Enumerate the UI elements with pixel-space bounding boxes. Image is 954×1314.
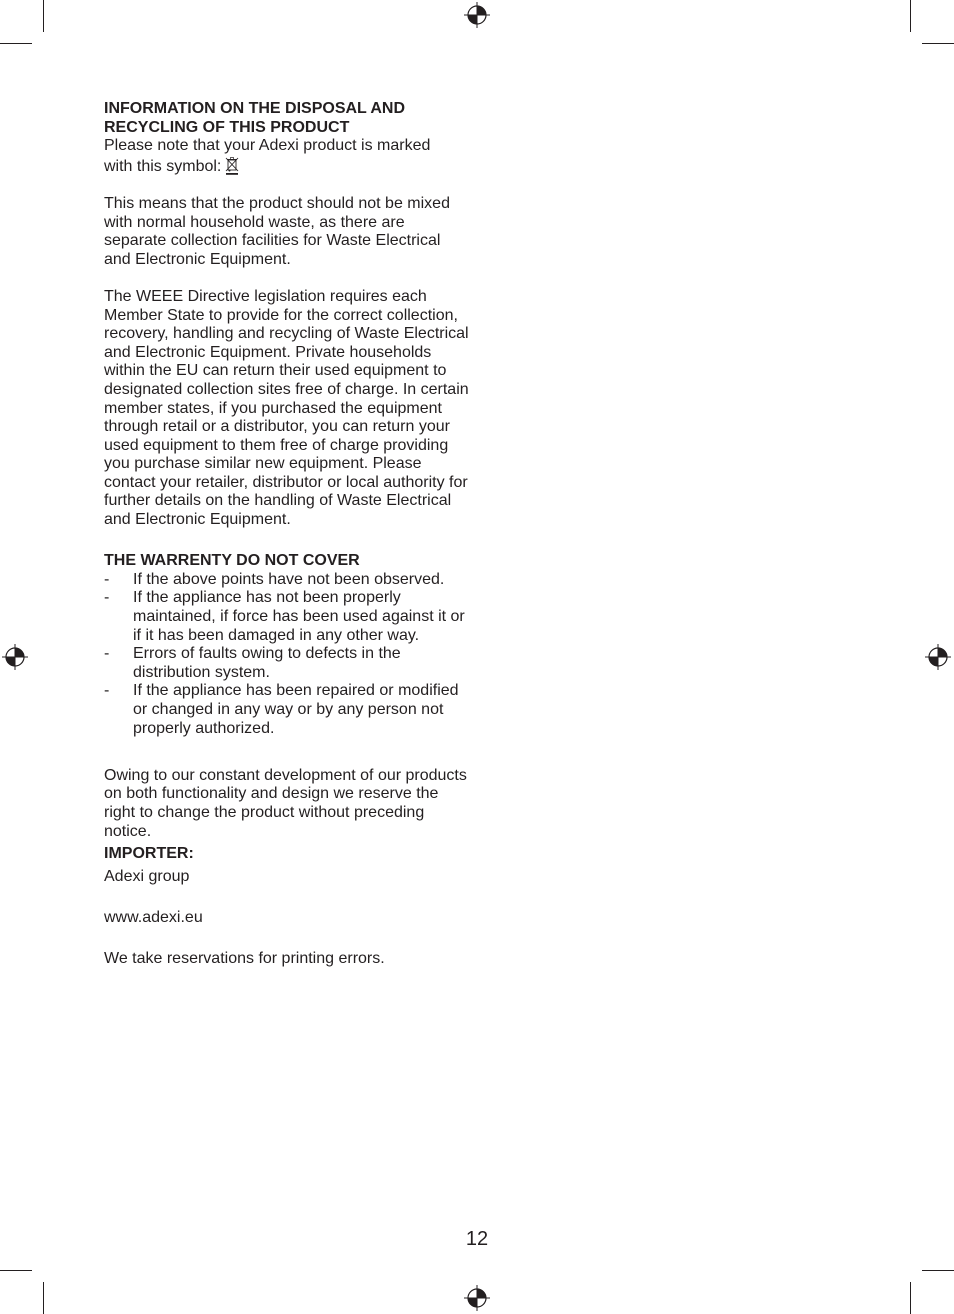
registration-mark-icon [925, 644, 951, 670]
list-item-text: If the appliance has not been properly maintained, if force has been used against it or if it has been damaged in any other way. [133, 589, 465, 644]
printing-errors-disclaimer: We take reservations for printing errors. [104, 950, 385, 968]
list-item-text: If the appliance has been repaired or modified or changed in any way or by any person not properly authorized. [133, 682, 459, 737]
disposal-intro-line-2: with this symbol: [104, 157, 222, 175]
list-item-text: If the above points have not been observed. [133, 570, 445, 588]
list-item-text: Errors of faults owing to defects in the distribution system. [133, 645, 401, 681]
list-bullet: - [104, 570, 110, 588]
page-number: 12 [465, 1228, 489, 1250]
weee-directive-paragraph: The WEEE Directive legislation requires each Member State to provide for the correct collection, recovery, handling and recycling of Waste Electrical and Electronic Equipment. Private households within the EU can return their used equipment to designated collection sites free of charge. In certain member states, if you purchased the equipment through retail or a distributor, you can return your used equipment to them free of charge providing you purchase similar new equipment. Please contact your retailer, distributor or local authority for further details on the handling of Waste Electrical and Electronic Equipment. [104, 287, 469, 529]
disposal-heading-line-2: RECYCLING OF THIS PRODUCT [104, 118, 350, 136]
disposal-heading-line-1: INFORMATION ON THE DISPOSAL AND [104, 100, 406, 117]
product-change-notice: Owing to our constant development of our products on both functionality and design we reserve the right to change the product without preceding notice. [104, 766, 467, 840]
disposal-intro-line-1: Please note that your Adexi product is marked [104, 137, 431, 155]
crossed-out-wheelie-bin-icon [225, 156, 239, 175]
list-item [104, 589, 470, 645]
crop-mark-top-right-vertical [910, 0, 911, 32]
crop-mark-top-left-horizontal [0, 43, 32, 44]
crop-mark-top-right-horizontal [922, 43, 954, 44]
registration-mark-icon [464, 1285, 490, 1311]
list-item [104, 571, 470, 590]
importer-label: IMPORTER: [104, 845, 194, 863]
list-item [104, 682, 470, 738]
warranty-exclusions-list [104, 571, 470, 738]
crop-mark-bottom-right-horizontal [922, 1270, 954, 1271]
disposal-paragraph-1: This means that the product should not be mixed with normal household waste, as there are separate collection facilities for Waste Electrical and Electronic Equipment. [104, 194, 450, 268]
registration-mark-icon [2, 644, 28, 670]
warranty-heading: THE WARRENTY DO NOT COVER [104, 552, 360, 570]
importer-name: Adexi group [104, 867, 190, 885]
list-bullet: - [104, 645, 110, 663]
disposal-heading [104, 100, 470, 137]
crop-mark-bottom-left-vertical [43, 1282, 44, 1314]
list-bullet: - [104, 682, 110, 700]
importer-website: www.adexi.eu [104, 908, 203, 926]
crop-mark-top-left-vertical [43, 0, 44, 32]
list-item [104, 645, 470, 682]
crop-mark-bottom-right-vertical [910, 1282, 911, 1314]
document-body [104, 100, 470, 969]
registration-mark-icon [464, 2, 490, 28]
disposal-intro [104, 137, 470, 176]
crop-mark-bottom-left-horizontal [0, 1270, 32, 1271]
list-bullet: - [104, 589, 110, 607]
